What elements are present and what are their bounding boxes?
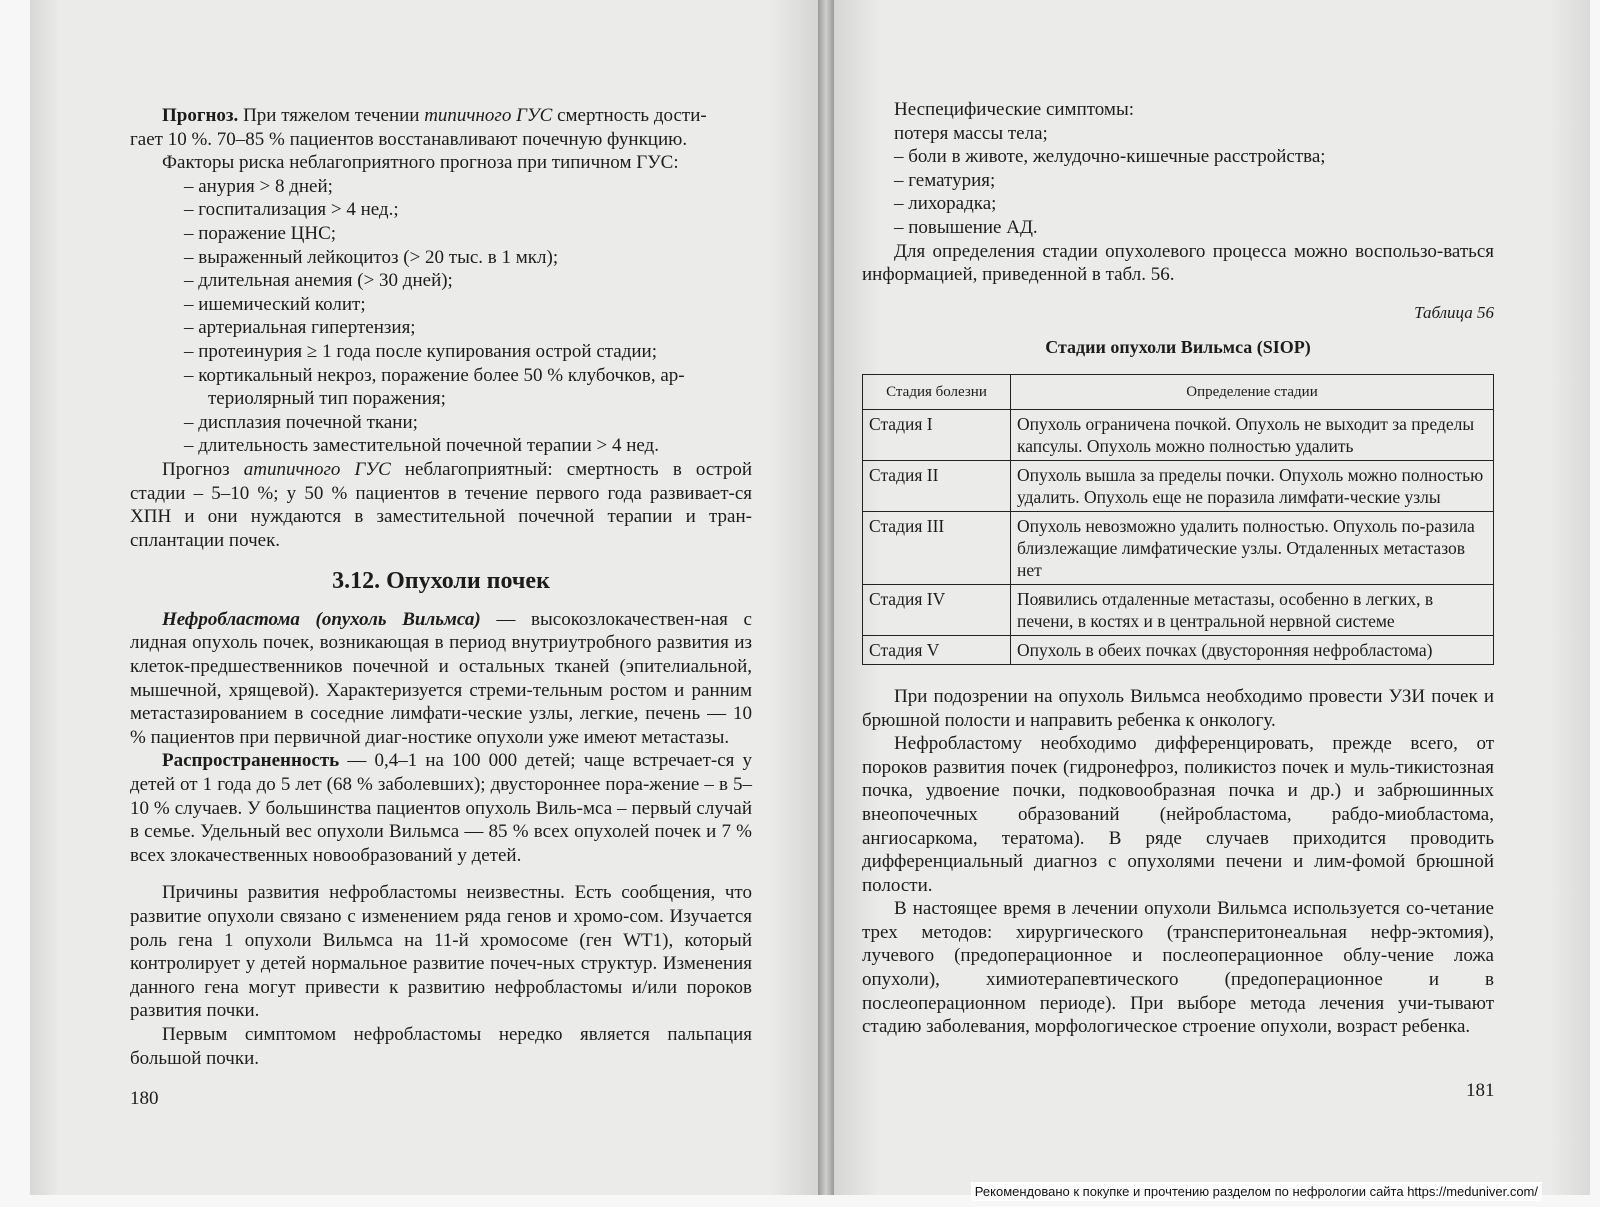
table-row [863, 511, 1494, 584]
left-page-text [130, 104, 752, 1070]
nephroblastoma-term: Нефробластома (опухоль Вильмса) [162, 608, 481, 630]
prognosis-heading: Прогноз. [162, 105, 239, 126]
stage-cell: Стадия II [863, 460, 1011, 511]
prognosis-paragraph: Прогноз. При тяжелом течении типичного ГУС смертность дости- гает 10 %. 70–85 % пациентов восстанавливают почечную функцию. [130, 105, 707, 150]
causes-paragraph: Причины развития нефробластомы неизвестны. Есть сообщения, что развитие опухоли связано с изменением ряда генов и хромо-сом. Изучается роль гена 1 опухоли Вильмса на 11-й хромосоме (ген WT1), который контролирует у детей нормальное развитие почеч-ных структур. Изменения данного гена могут привести к развитию нефробластомы и/или пороков развития почки. [130, 882, 752, 1022]
prevalence-term: Распространенность [162, 750, 340, 772]
stage-cell: Стадия IV [863, 584, 1011, 635]
definition-cell: Опухоль невозможно удалить полностью. Опухоль по-разила близлежащие лимфатические узлы. Отдаленных метастазов нет [1011, 511, 1494, 584]
suspicion-paragraph: При подозрении на опухоль Вильмса необходимо провести УЗИ почек и брюшной полости и направить ребенка к онкологу. [862, 685, 1494, 731]
treatment-paragraph: В настоящее время в лечении опухоли Вильмса используется со-четание трех методов: хирургического (трансперитонеальная нефр-эктомия), лучевого (предоперационное и послеоперационное облу-чение ложа опухоли), химиотерапевтического (предоперационное и в послеоперационном периоде). При выборе метода лечения учи-тывают стадию заболевания, морфологическое строение опухоли, возраст ребенка. [862, 898, 1494, 1038]
risk-item: – выраженный лейкоцитоз (> 20 тыс. в 1 мкл); [184, 246, 559, 268]
definition-cell: Появились отдаленные метастазы, особенно в легких, в печени, в костях и в центральной нервной системе [1011, 584, 1494, 635]
book-gutter [818, 0, 834, 1195]
risk-item: – длительность заместительной почечной терапии > 4 нед. [184, 435, 659, 457]
right-page-text [862, 98, 1494, 1039]
definition-cell: Опухоль в обеих почках (двусторонняя нефробластома) [1011, 635, 1494, 664]
table-row [863, 635, 1494, 664]
nonspecific-intro: Неспецифические симптомы: [894, 99, 1135, 120]
section-title: 3.12. Опухоли почек [332, 568, 550, 595]
first-symptom-paragraph: Первым симптомом нефробластомы нередко является пальпация большой почки. [130, 1023, 752, 1069]
table-row [863, 409, 1494, 460]
nonspecific-item: – гематурия; [894, 169, 996, 191]
nonspecific-item: – повышение АД. [894, 216, 1038, 238]
risk-item: – поражение ЦНС; [184, 222, 337, 244]
table-header-row [863, 374, 1494, 409]
differential-paragraph: Нефробластому необходимо дифференцировать, прежде всего, от пороков развития почек (гидронефроз, поликистоз почек и муль-тикистозная почка, удвоение почки, подковообразная почка и др.) и забрюшинных внеопочечных образований (нейробластома, рабдо-миобластома, ангиосаркома, тератома). В ряде случаев приходится проводить дифференциальный диагноз с опухолями печени и лим-фомой брюшной полости. [862, 733, 1494, 896]
stage-cell: Стадия I [863, 409, 1011, 460]
table-title: Стадии опухоли Вильмса (SIOP) [1045, 337, 1311, 358]
table-header-stage: Стадия болезни [863, 374, 1011, 409]
stage-intro-paragraph: Для определения стадии опухолевого процесса можно воспользо-ваться информацией, приведенной в табл. 56. [862, 240, 1494, 286]
table-row [863, 460, 1494, 511]
nonspecific-item: потеря массы тела; [894, 122, 1048, 144]
table-caption: Таблица 56 [1414, 302, 1494, 322]
risk-item: – длительная анемия (> 30 дней); [184, 270, 453, 292]
risk-item: – протеинурия ≥ 1 года после купирования острой стадии; [184, 340, 658, 362]
risk-item: – артериальная гипертензия; [184, 317, 416, 339]
site-recommendation-footer: Рекомендовано к покупке и прочтению разделом по нефрологии сайта https://meduniver.com/ [971, 1182, 1542, 1201]
risk-item: – анурия > 8 дней; [184, 175, 333, 197]
risk-item-continuation: териолярный тип поражения; [208, 388, 446, 410]
page-number-left: 180 [130, 1088, 159, 1109]
nephroblastoma-paragraph: Нефробластома (опухоль Вильмса) — высокозлокачествен-ная с лидная опухоль почек, возникающая в период внутриутробного развития из клеток-предшественников почечной и остальных тканей (эпителиальной, мышечной, хрящевой). Характеризуется стреми-тельным ростом и ранним метастазированием в соседние лимфати-ческие узлы, легкие, печень — 10 % пациентов при первичной диаг-ностике опухоли уже имеют метастазы. [130, 608, 752, 748]
page-number-right: 181 [1466, 1080, 1495, 1101]
risk-factors-intro: Факторы риска неблагоприятного прогноза при типичном ГУС: [162, 152, 679, 174]
definition-cell: Опухоль ограничена почкой. Опухоль не выходит за пределы капсулы. Опухоль можно полностью удалить [1011, 409, 1494, 460]
risk-item: – ишемический колит; [184, 293, 366, 315]
wilms-stages-table [862, 374, 1494, 665]
atypical-prognosis-paragraph: Прогноз атипичного ГУС неблагоприятный: смертность в острой стадии – 5–10 %; у 50 % пациентов в течение первого года развивает-ся ХПН и они нуждаются в заместительной почечной терапии и тран-сплантации почек. [130, 458, 752, 551]
nonspecific-item: – лихорадка; [894, 193, 997, 215]
definition-cell: Опухоль вышла за пределы почки. Опухоль можно полностью удалить. Опухоль еще не поразила лимфати-ческие узлы [1011, 460, 1494, 511]
prevalence-paragraph: Распространенность — 0,4–1 на 100 000 детей; чаще встречает-ся у детей от 1 года до 5 лет (68 % заболевших); двустороннее пора-жение – в 5–10 % случаев. У большинства пациентов опухоль Виль-мса – первый случай в семье. Удельный вес опухоли Вильмса — 85 % всех опухолей почек и 7 % всех злокачественных новообразований у детей. [130, 750, 752, 866]
risk-item: – дисплазия почечной ткани; [184, 411, 418, 433]
table-row [863, 584, 1494, 635]
stage-cell: Стадия V [863, 635, 1011, 664]
risk-item: – госпитализация > 4 нед.; [184, 199, 399, 221]
nonspecific-item: – боли в животе, желудочно-кишечные расстройства; [894, 146, 1326, 168]
table-header-definition: Определение стадии [1011, 374, 1494, 409]
stage-cell: Стадия III [863, 511, 1011, 584]
risk-item: – кортикальный некроз, поражение более 50 % клубочков, ар- [184, 364, 685, 386]
